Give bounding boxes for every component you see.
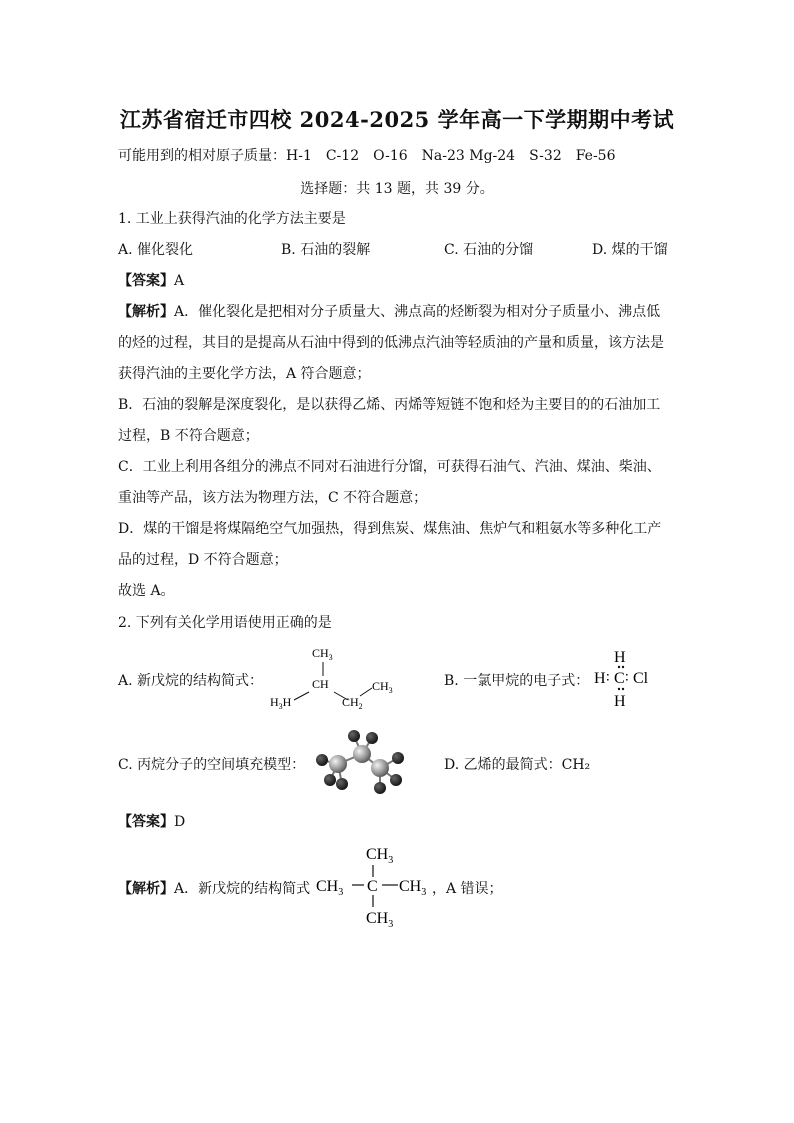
q1-option-d: D. 煤的干馏 [592,242,668,258]
q2-option-d: D. 乙烯的最简式：CH₂ [444,757,591,773]
formula-text: ∶ [606,671,610,686]
q1-answer [118,270,184,290]
formula-text: $CH_2$ [342,695,363,711]
formula-text: $CH_3$ [372,679,393,695]
propane-ball-model [308,726,418,798]
q1-stem: 1. 工业上获得汽油的化学方法主要是 [118,211,346,227]
q2-analysis-line-1 [118,878,310,898]
answer-label: 【答案】 [118,814,174,830]
hydrogen-atom [316,754,328,766]
electron-dot [622,666,624,668]
formula-text: H [594,670,606,687]
analysis-text: A．催化裂化是把相对分子质量大、沸点高的烃断裂为相对分子质量小、沸点低 [174,304,661,320]
formula-text: C [367,878,378,895]
answer-label: 【答案】 [118,273,174,289]
bond-line [360,688,372,696]
formula-text: H [614,649,626,666]
neopentane-correct-formula [314,840,438,932]
electron-dot [618,666,620,668]
q1-option-c: C. 石油的分馏 [444,242,534,258]
carbon-atom [353,745,371,763]
q2-option-a: A. 新戊烷的结构简式： [118,673,264,689]
q1-analysis-line-10: 故选 A。 [118,583,175,599]
q2-option-b: B. 一氯甲烷的电子式： [444,673,590,689]
hydrogen-atom [324,774,336,786]
q1-analysis-line-5: 过程，B 不符合题意； [118,428,259,444]
q1-option-a: A. 催化裂化 [118,242,194,258]
q1-analysis-line-4: B．石油的裂解是深度裂化，是以获得乙烯、丙烯等短链不饱和烃为主要目的的石油加工 [118,397,661,413]
answer-value: D [174,814,186,830]
chloromethane-electron-formula [590,644,670,710]
q1-analysis-line-3: 获得汽油的主要化学方法，A 符合题意； [118,366,371,382]
formula-text: $H_3H$ [270,695,292,711]
formula-text: C [614,670,625,687]
hydrogen-atom [374,782,386,794]
electron-dot [618,688,620,690]
q2-answer [118,811,185,831]
q2-option-c: C. 丙烷分子的空间填充模型： [118,757,306,773]
hydrogen-atom [348,730,360,742]
carbon-atom [371,759,389,777]
formula-text: $CH_3$ [366,910,394,930]
neopentane-wrong-formula [262,640,412,715]
q2-stem: 2. 下列有关化学用语使用正确的是 [118,615,332,631]
formula-text: $CH_3$ [312,646,333,662]
q1-analysis-line-2: 的烃的过程，其目的是提高从石油中得到的低沸点汽油等轻质油的产量和质量，该方法是 [118,335,664,351]
q1-analysis-line-7: 重油等产品，该方法为物理方法，C 不符合题意； [118,490,428,506]
q2-analysis-tail: ，A 错误； [432,881,503,897]
carbon-atom [329,755,347,773]
bond-line [294,692,309,700]
hydrogen-atom [336,778,348,790]
q1-analysis-line-6: C．工业上利用各组分的沸点不同对石油进行分馏，可获得石油气、汽油、煤油、柴油、 [118,459,661,475]
analysis-label: 【解析】 [118,881,174,897]
formula-text: $CH_3$ [316,878,344,898]
q1-analysis-line-9: 品的过程，D 不符合题意； [118,552,288,568]
atomic-masses-line: 可能用到的相对原子质量：H-1 C-12 O-16 Na-23 Mg-24 S-32 Fe-56 [118,148,616,164]
electron-dot [622,688,624,690]
formula-text: H [614,693,626,710]
q1-option-b: B. 石油的裂解 [281,242,371,258]
formula-text: ∶ [625,671,629,686]
page-title: 江苏省宿迁市四校 2024-2025 学年高一下学期期中考试 [119,107,675,132]
analysis-text: A．新戊烷的结构简式 [174,881,311,897]
section-heading: 选择题：共 13 题，共 39 分。 [300,181,494,197]
hydrogen-atom [392,752,404,764]
answer-value: A [174,273,185,289]
analysis-label: 【解析】 [118,304,174,320]
hydrogen-atom [366,732,378,744]
formula-text: Cl [633,670,649,687]
formula-text: $CH_3$ [399,878,427,898]
q1-analysis-line-8: D．煤的干馏是将煤隔绝空气加强热，得到焦炭、煤焦油、焦炉气和粗氨水等多种化工产 [118,521,662,537]
q1-analysis-line-1 [118,301,660,321]
formula-text: $CH_3$ [366,846,394,866]
hydrogen-atom [390,774,402,786]
formula-text: CH [312,677,329,691]
